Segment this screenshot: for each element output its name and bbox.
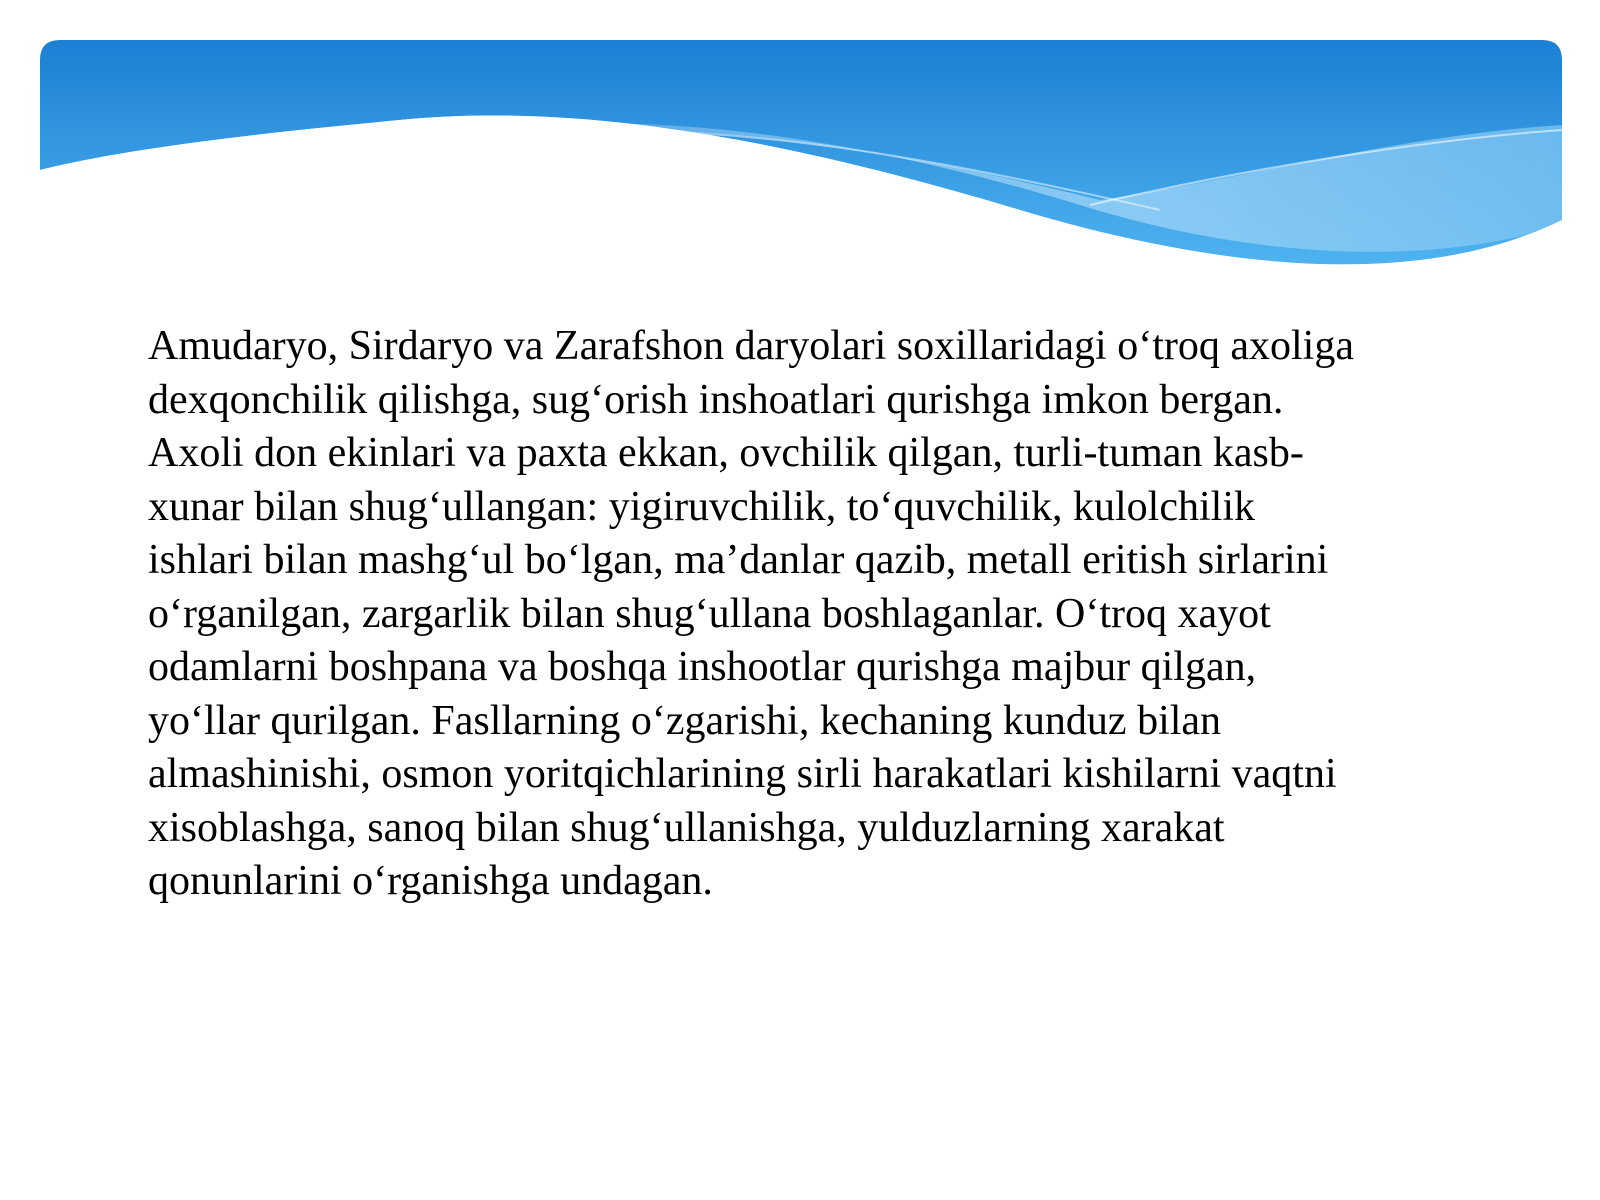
paragraph-line: xisoblashga, sanoq bilan shug‘ullanishga, yulduzlarning xarakat: [148, 804, 1225, 851]
paragraph-line: almashinishi, osmon yoritqichlarining sirli harakatlari kishilarni vaqtni: [148, 751, 1337, 797]
paragraph-line: xunar bilan shug‘ullangan: yigiruvchilik, to‘quvchilik, kulolchilik: [148, 483, 1255, 530]
paragraph-line: Amudaryo, Sirdaryo va Zarafshon daryolari soxillaridagi o‘troq axoliga: [148, 323, 1354, 369]
paragraph-line: yo‘llar qurilgan. Fasllarning o‘zgarishi, kechaning kunduz bilan: [148, 697, 1222, 744]
paragraph-line: qonunlarini o‘rganishga undagan.: [148, 858, 713, 904]
paragraph-line: dexqonchilik qilishga, sug‘orish inshoatlari qurishga imkon bergan.: [148, 376, 1284, 423]
wave-banner: [40, 40, 1562, 280]
body-paragraph: [148, 320, 1448, 909]
paragraph-line: Axoli don ekinlari va paxta ekkan, ovchilik qilgan, turli-tuman kasb-: [148, 430, 1304, 476]
paragraph-line: ishlari bilan mashg‘ul bo‘lgan, ma’danlar qazib, metall eritish sirlarini: [148, 537, 1329, 583]
paragraph-line: o‘rganilgan, zargarlik bilan shug‘ullana boshlaganlar. O‘troq xayot: [148, 590, 1271, 637]
paragraph-line: odamlarni boshpana va boshqa inshootlar qurishga majbur qilgan,: [148, 644, 1257, 690]
